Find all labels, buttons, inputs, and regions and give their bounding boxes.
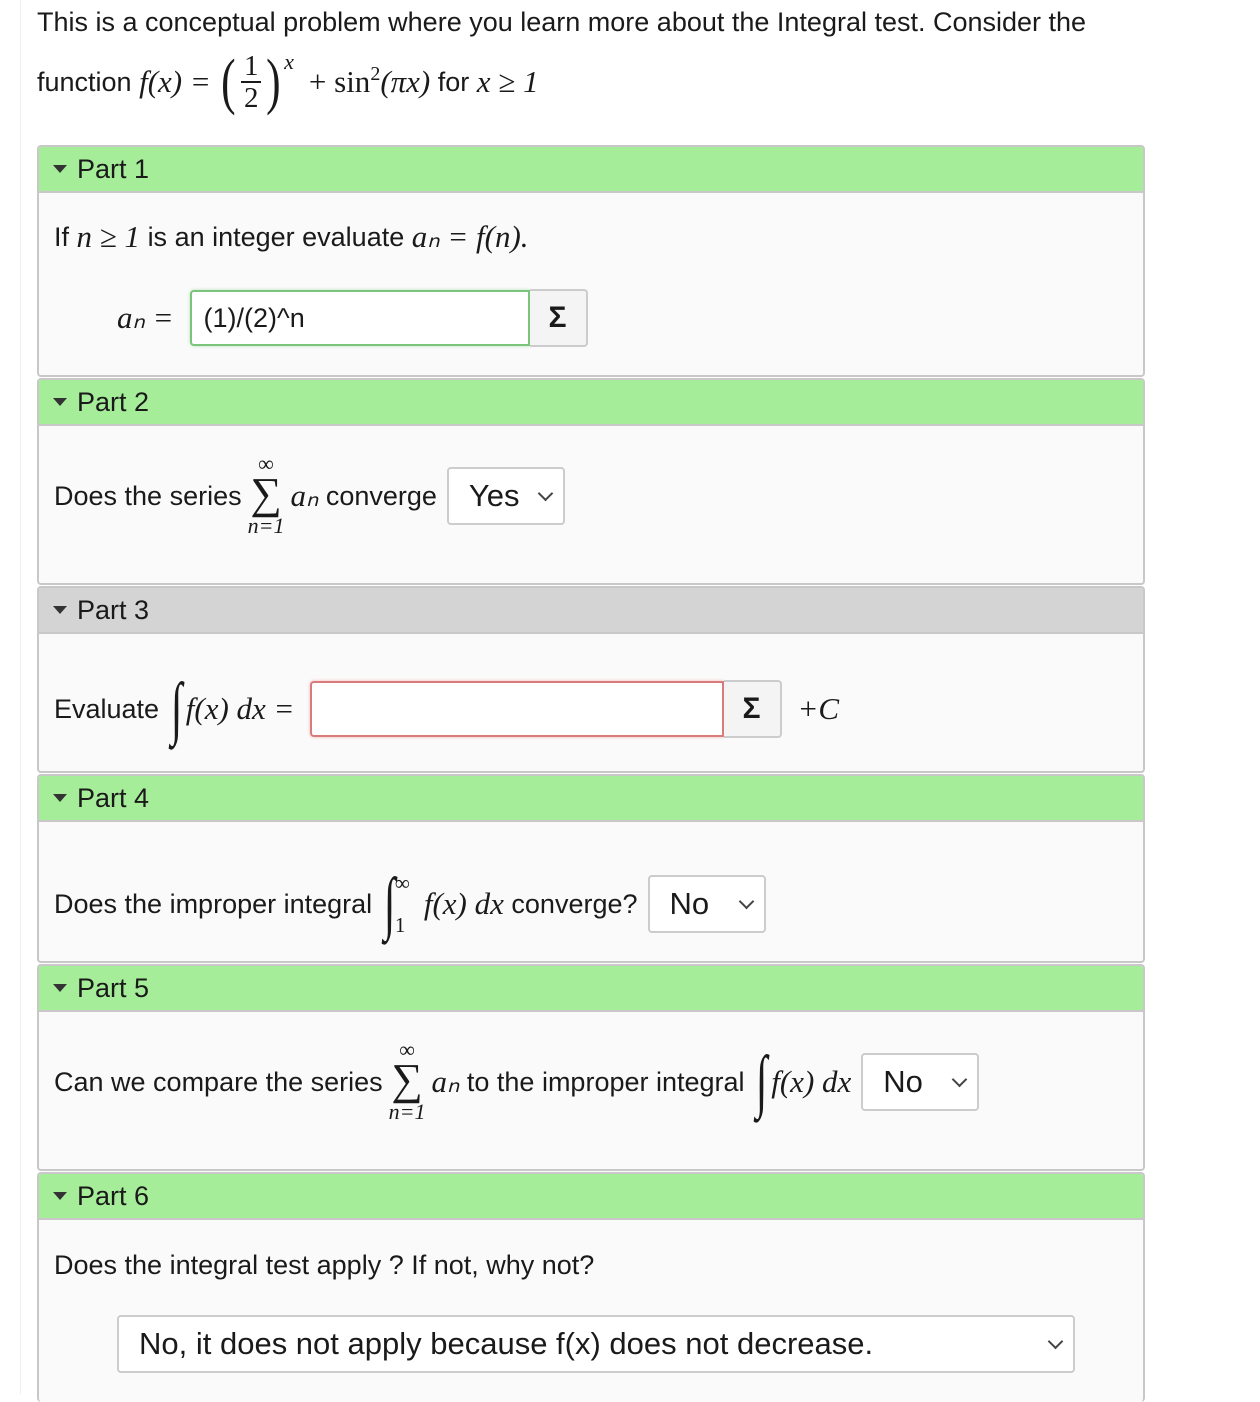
part-2-header[interactable] (39, 380, 1143, 426)
part-1-header[interactable] (39, 147, 1143, 193)
sin-arg: (πx) (380, 64, 431, 99)
part-1-prompt: If n ≥ 1 is an integer evaluate aₙ = f(n). (54, 219, 529, 254)
part-1-panel (37, 145, 1145, 377)
collapse-caret-icon[interactable] (53, 165, 67, 173)
collapse-caret-icon[interactable] (53, 398, 67, 406)
chevron-down-icon (1048, 1333, 1064, 1349)
equation-editor-button[interactable]: Σ (724, 680, 782, 738)
part-title: Part 5 (77, 972, 150, 1003)
part-title: Part 3 (77, 594, 150, 625)
part-6-panel (37, 1172, 1145, 1402)
chevron-down-icon (952, 1071, 968, 1087)
part-5-prompt: Can we compare the series ∞ ∑ n=1 aₙ to the improper integral ∫ f(x) dx No (54, 1040, 979, 1124)
part-2-panel (37, 378, 1145, 585)
part-title: Part 1 (77, 153, 150, 184)
function-word: function (37, 67, 132, 97)
summation-operator: ∞ ∑ n=1 (247, 451, 285, 538)
part-title: Part 6 (77, 1180, 150, 1211)
summation-operator: ∞ ∑ n=1 (388, 1037, 426, 1124)
part-4-panel (37, 774, 1145, 963)
an-answer-input[interactable]: (1)/(2)^n (190, 290, 530, 346)
plus-sin: + sin (308, 64, 371, 99)
part-4-prompt: Does the improper integral ∫ ∞ 1 f(x) dx converge? No (54, 862, 766, 946)
part-6-header[interactable] (39, 1174, 1143, 1220)
part-5-panel (37, 964, 1145, 1171)
integral-symbol: ∫ (170, 670, 182, 747)
function-definition: function f(x) = ( $\frac{1}{2}$ ) x + sin $^2$ (πx) for x ≥ 1 (37, 42, 1147, 122)
part-4-header[interactable] (39, 776, 1143, 822)
converge-select[interactable]: Yes (447, 467, 565, 525)
part-title: Part 4 (77, 782, 150, 813)
part-3-answer-row: Evaluate ∫ f(x) dx = Σ +C (54, 670, 840, 747)
fx-lhs: f(x) = (139, 64, 211, 99)
integral-symbol: ∫ (755, 1043, 768, 1120)
integral-limits: ∞ 1 (394, 871, 410, 937)
problem-statement (37, 4, 1147, 122)
condition: x ≥ 1 (476, 64, 539, 99)
antiderivative-input[interactable] (310, 681, 724, 737)
collapse-caret-icon[interactable] (53, 984, 67, 992)
part-2-prompt: Does the series ∞ ∑ n=1 aₙ converge Yes (54, 454, 565, 538)
exponent-x: x (284, 49, 294, 74)
part-3-panel (37, 586, 1145, 773)
part-title: Part 2 (77, 386, 150, 417)
intro-text: This is a conceptual problem where you learn more about the Integral test. Consider the (37, 7, 1087, 37)
integral-converge-select[interactable]: No (648, 875, 766, 933)
for-word: for (437, 67, 470, 97)
part-3-header[interactable] (39, 588, 1143, 634)
chevron-down-icon (738, 893, 754, 909)
constant-c: +C (797, 691, 840, 726)
collapse-caret-icon[interactable] (53, 606, 67, 614)
one-half-fraction: $\frac{1}{2}$ (241, 51, 262, 113)
part-6-prompt: Does the integral test apply ? If not, why not? (54, 1250, 595, 1280)
left-gutter-line (20, 0, 21, 1394)
an-label: aₙ = (117, 300, 174, 335)
integral-test-reason-select[interactable]: No, it does not apply because f(x) does not decrease. (117, 1315, 1075, 1373)
part-5-header[interactable] (39, 966, 1143, 1012)
collapse-caret-icon[interactable] (53, 1192, 67, 1200)
equation-editor-button[interactable]: Σ (530, 289, 588, 347)
integral-symbol: ∫ (383, 865, 396, 942)
sin-power: 2 (370, 63, 381, 85)
part-1-answer-row (117, 289, 588, 347)
compare-select[interactable]: No (861, 1053, 979, 1111)
chevron-down-icon (538, 485, 554, 501)
collapse-caret-icon[interactable] (53, 794, 67, 802)
